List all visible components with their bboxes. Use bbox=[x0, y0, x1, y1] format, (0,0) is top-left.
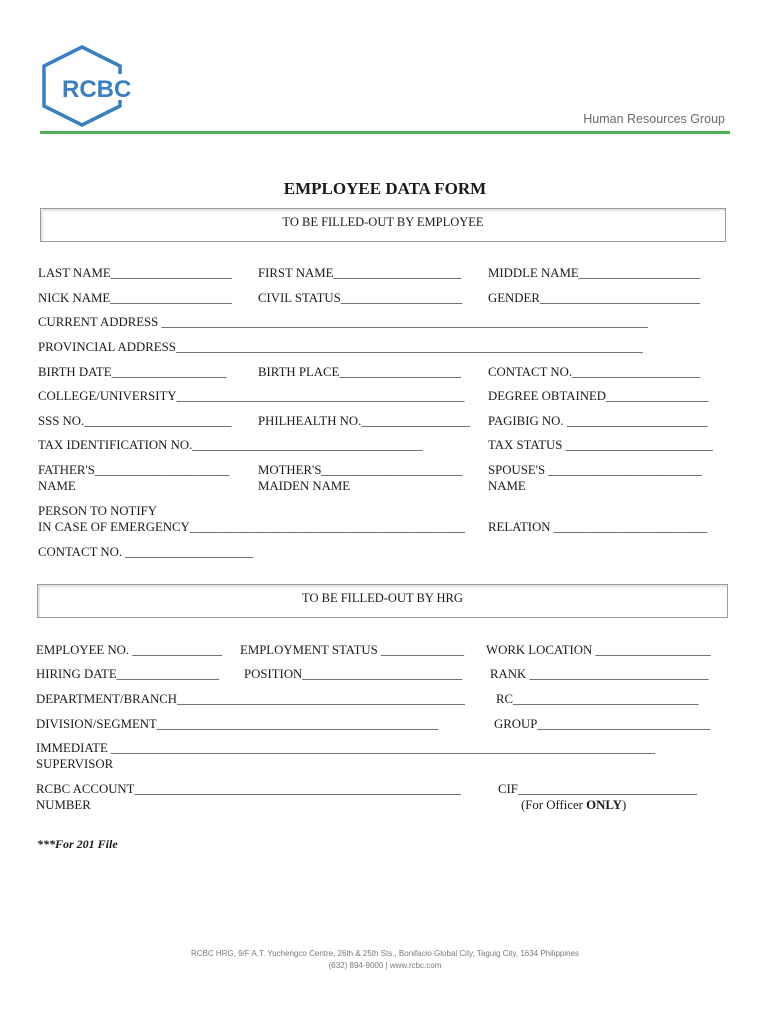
field-college[interactable]: COLLEGE/UNIVERSITY_____________________________________________ bbox=[38, 389, 465, 403]
footer-address: RCBC HRG, 9/F A.T. Yuchengco Centre, 26th & 25th Sts., Bonifacio Global City, Taguig City, 1634 Philippines bbox=[190, 949, 580, 958]
field-provincial-address[interactable]: PROVINCIAL ADDRESS_________________________________________________________________________ bbox=[38, 340, 643, 354]
field-work-location[interactable]: WORK LOCATION __________________ bbox=[486, 643, 711, 657]
field-tin[interactable]: TAX IDENTIFICATION NO.____________________________________ bbox=[38, 438, 423, 452]
form-title: EMPLOYEE DATA FORM bbox=[283, 179, 487, 198]
field-employee-no[interactable]: EMPLOYEE NO. ______________ bbox=[36, 643, 222, 657]
cif-note-prefix: (For Officer bbox=[521, 798, 587, 812]
field-immediate-supervisor[interactable] bbox=[36, 740, 655, 772]
field-father-name[interactable] bbox=[38, 462, 229, 494]
footnote-201-file: ***For 201 File bbox=[37, 837, 118, 851]
field-first-name[interactable]: FIRST NAME____________________ bbox=[258, 266, 462, 280]
rcbc-hexagon-logo-icon bbox=[40, 44, 144, 128]
father-line2: NAME bbox=[38, 479, 76, 493]
field-hiring-date[interactable]: HIRING DATE________________ bbox=[36, 667, 220, 681]
employee-section-box bbox=[40, 208, 726, 242]
field-relation[interactable]: RELATION ________________________ bbox=[488, 520, 708, 534]
field-spouse-name[interactable] bbox=[488, 462, 702, 494]
field-sss[interactable]: SSS NO._______________________ bbox=[38, 414, 232, 428]
hrg-section-label: TO BE FILLED-OUT BY HRG bbox=[302, 591, 463, 605]
footer-contact: (632) 894-9000 | www.rcbc.com bbox=[328, 961, 442, 970]
rcbc-logo bbox=[40, 44, 144, 128]
field-rcbc-account-number[interactable] bbox=[36, 781, 461, 813]
field-emergency-contact-no[interactable]: CONTACT NO. ____________________ bbox=[38, 545, 254, 559]
mother-line1: MOTHER'S______________________ bbox=[258, 463, 463, 477]
field-tax-status[interactable]: TAX STATUS _______________________ bbox=[488, 438, 713, 452]
field-civil-status[interactable]: CIVIL STATUS___________________ bbox=[258, 291, 463, 305]
emergency-line2: IN CASE OF EMERGENCY___________________________________________ bbox=[38, 520, 465, 534]
field-degree[interactable]: DEGREE OBTAINED________________ bbox=[488, 389, 709, 403]
mother-line2: MAIDEN NAME bbox=[258, 479, 351, 493]
cif-note bbox=[521, 797, 626, 813]
logo-text: RCBC bbox=[62, 76, 132, 103]
field-middle-name[interactable]: MIDDLE NAME___________________ bbox=[488, 266, 701, 280]
cif-note-only: ONLY bbox=[586, 798, 622, 812]
field-emergency-contact-person[interactable] bbox=[38, 503, 465, 535]
field-last-name[interactable]: LAST NAME___________________ bbox=[38, 266, 233, 280]
field-birth-date[interactable]: BIRTH DATE__________________ bbox=[38, 365, 227, 379]
field-gender[interactable]: GENDER_________________________ bbox=[488, 291, 700, 305]
spouse-line2: NAME bbox=[488, 479, 526, 493]
supervisor-line1: IMMEDIATE _____________________________________________________________________________________ bbox=[36, 741, 655, 755]
account-line1: RCBC ACCOUNT___________________________________________________ bbox=[36, 782, 461, 796]
page-footer bbox=[0, 948, 770, 972]
field-division-segment[interactable]: DIVISION/SEGMENT____________________________________________ bbox=[36, 717, 439, 731]
field-rank[interactable]: RANK ____________________________ bbox=[490, 667, 709, 681]
field-philhealth[interactable]: PHILHEALTH NO._________________ bbox=[258, 414, 471, 428]
field-pagibig[interactable]: PAGIBIG NO. ______________________ bbox=[488, 414, 708, 428]
employee-section-label: TO BE FILLED-OUT BY EMPLOYEE bbox=[282, 215, 484, 229]
cif-note-suffix: ) bbox=[621, 798, 627, 812]
account-line2: NUMBER bbox=[36, 798, 91, 812]
field-group[interactable]: GROUP___________________________ bbox=[494, 717, 711, 731]
emergency-line1: PERSON TO NOTIFY bbox=[38, 504, 157, 518]
department-name: Human Resources Group bbox=[583, 112, 725, 126]
header-divider bbox=[40, 131, 730, 134]
field-department-branch[interactable]: DEPARTMENT/BRANCH_____________________________________________ bbox=[36, 692, 465, 706]
supervisor-line2: SUPERVISOR bbox=[36, 757, 114, 771]
field-cif[interactable]: CIF____________________________ bbox=[498, 782, 698, 796]
field-current-address[interactable]: CURRENT ADDRESS ____________________________________________________________________________ bbox=[38, 315, 648, 329]
field-rc[interactable]: RC_____________________________ bbox=[496, 692, 699, 706]
hrg-section-box bbox=[37, 584, 728, 618]
field-contact-no[interactable]: CONTACT NO.____________________ bbox=[488, 365, 701, 379]
field-employment-status[interactable]: EMPLOYMENT STATUS _____________ bbox=[240, 643, 465, 657]
spouse-line1: SPOUSE'S ________________________ bbox=[488, 463, 702, 477]
field-mother-maiden-name[interactable] bbox=[258, 462, 462, 494]
father-line1: FATHER'S_____________________ bbox=[38, 463, 230, 477]
field-position[interactable]: POSITION_________________________ bbox=[244, 667, 463, 681]
field-birth-place[interactable]: BIRTH PLACE___________________ bbox=[258, 365, 461, 379]
field-nick-name[interactable]: NICK NAME___________________ bbox=[38, 291, 232, 305]
